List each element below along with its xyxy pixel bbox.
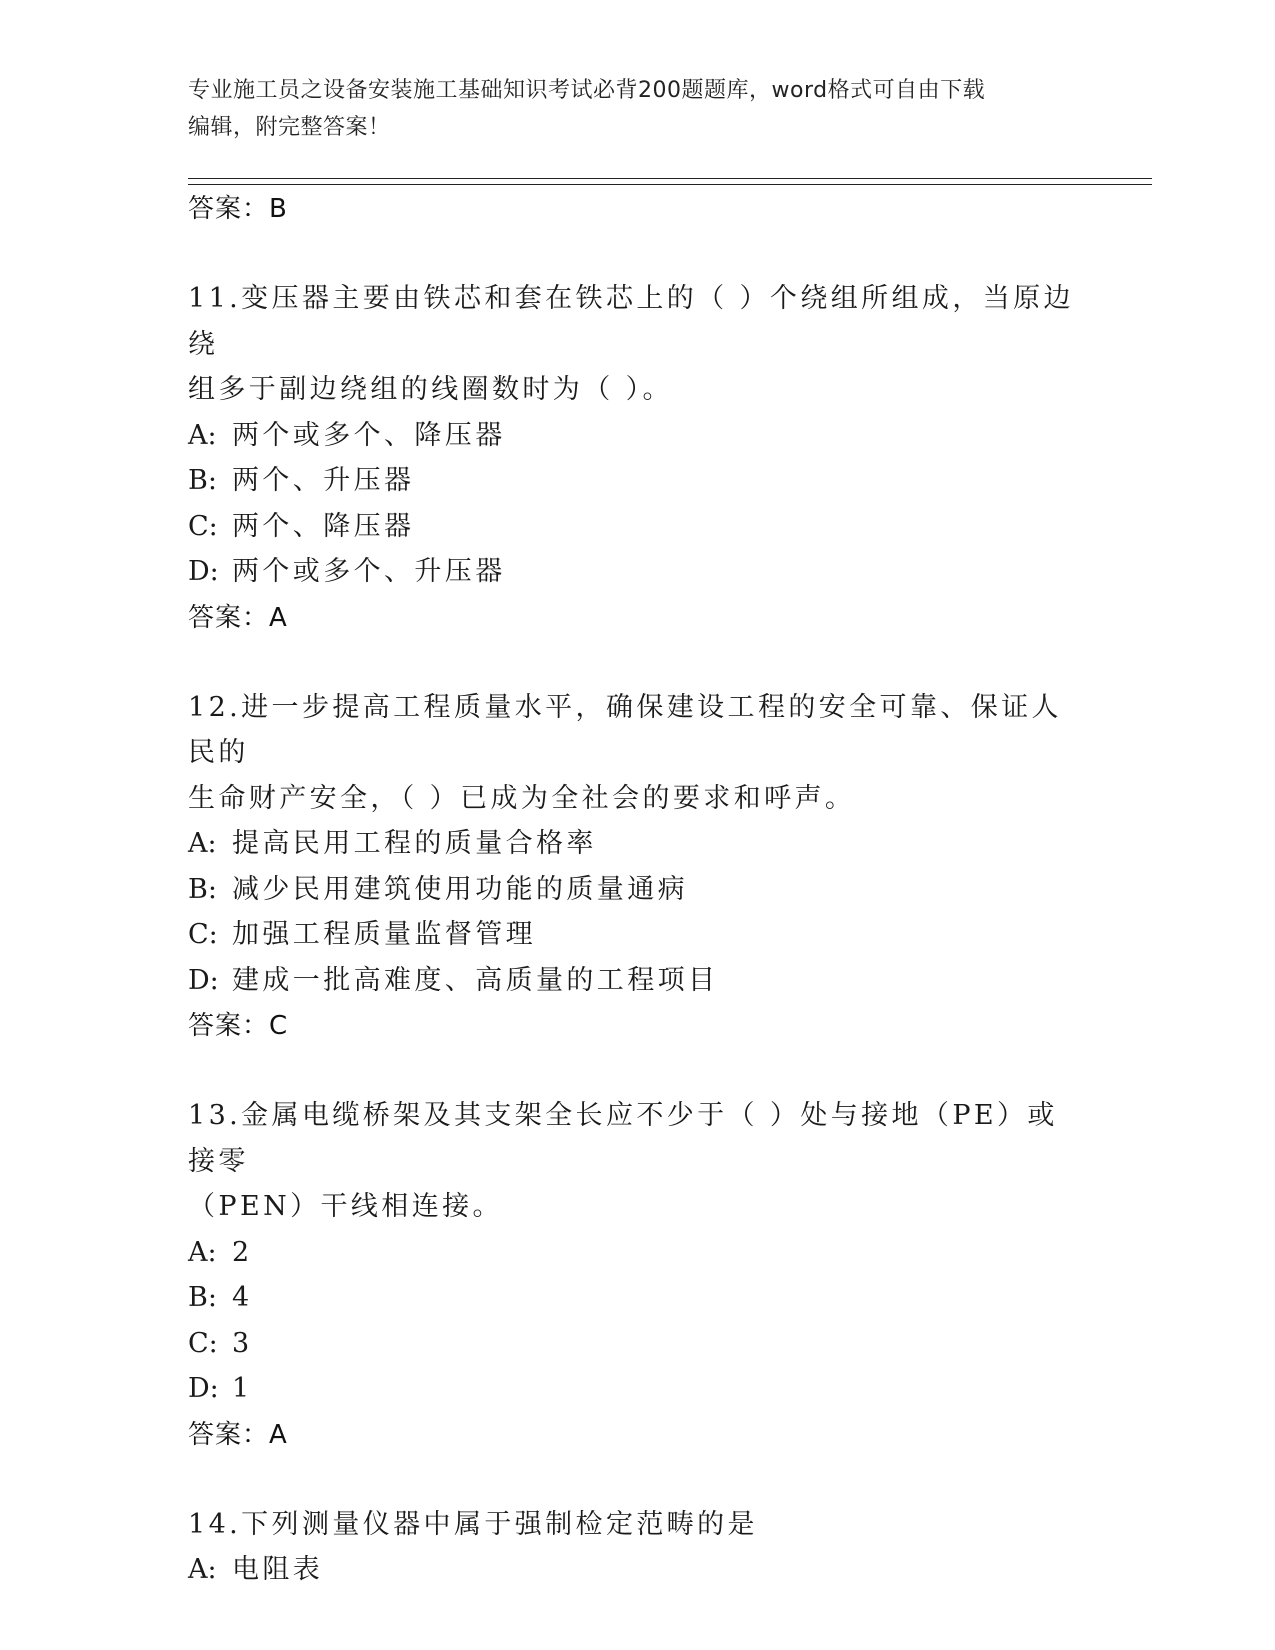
header-line-1: 专业施工员之设备安装施工基础知识考试必背200题题库，word格式可自由下载	[188, 78, 986, 103]
question-stem-line: 组多于副边绕组的线圈数时为（ ）。	[188, 374, 673, 405]
option-text: 1	[232, 1373, 253, 1404]
question-stem-line: （PEN）干线相连接。	[188, 1191, 503, 1222]
option-key: C:	[188, 510, 218, 542]
question-stem	[188, 685, 1088, 822]
answer-line: 答案：B	[188, 194, 288, 224]
option-text: 加强工程质量监督管理	[232, 919, 536, 950]
option-text: 两个、降压器	[232, 510, 415, 542]
option-key: B:	[188, 465, 217, 496]
option-key: C:	[188, 919, 218, 950]
option-b	[188, 458, 1088, 504]
header-divider-bottom	[188, 184, 1152, 185]
question-list	[188, 186, 1088, 1593]
option-key: A:	[188, 1554, 217, 1585]
option-a	[188, 413, 1088, 459]
option-text: 2	[232, 1236, 253, 1268]
question-14	[188, 1502, 1088, 1593]
question-stem-line: 11.变压器主要由铁芯和套在铁芯上的（ ）个绕组所组成，当原边绕	[188, 283, 1074, 360]
option-c	[188, 1321, 1088, 1367]
option-a	[188, 1230, 1088, 1276]
option-a	[188, 1547, 1088, 1593]
question-stem-line: 14.下列测量仪器中属于强制检定范畴的是	[188, 1508, 758, 1540]
question-stem-line: 13.金属电缆桥架及其支架全长应不少于（ ）处与接地（PE）或接零	[188, 1100, 1058, 1177]
option-text: 减少民用建筑使用功能的质量通病	[232, 873, 688, 905]
question-stem-line: 生命财产安全，（ ）已成为全社会的要求和呼声。	[188, 782, 856, 814]
option-c	[188, 504, 1088, 550]
answer-line: 答案：C	[188, 1011, 289, 1041]
option-key: D:	[188, 964, 219, 996]
option-key: B:	[188, 1282, 217, 1313]
option-d	[188, 1366, 1088, 1412]
question-12	[188, 685, 1088, 1050]
answer-line: 答案：A	[188, 602, 288, 633]
option-b	[188, 867, 1088, 913]
question-stem	[188, 276, 1088, 413]
option-text: 提高民用工程的质量合格率	[232, 828, 597, 859]
question-13	[188, 1093, 1088, 1458]
option-d	[188, 549, 1088, 595]
option-key: B:	[188, 873, 217, 905]
header-divider-top	[188, 178, 1152, 179]
option-key: A:	[188, 1236, 217, 1268]
answer-line: 答案：A	[188, 1419, 288, 1450]
option-key: C:	[188, 1327, 218, 1359]
header-line-2: 编辑，附完整答案！	[188, 115, 391, 140]
option-text: 电阻表	[232, 1554, 324, 1585]
document-header	[188, 72, 1088, 146]
option-text: 3	[232, 1327, 253, 1359]
option-text: 两个或多个、升压器	[232, 556, 506, 587]
option-b	[188, 1275, 1088, 1321]
option-text: 建成一批高难度、高质量的工程项目	[232, 964, 719, 996]
option-text: 两个或多个、降压器	[232, 419, 506, 451]
option-d	[188, 958, 1088, 1004]
option-text: 4	[232, 1282, 253, 1313]
option-key: D:	[188, 556, 219, 587]
option-a	[188, 821, 1088, 867]
option-key: D:	[188, 1373, 219, 1404]
question-11	[188, 276, 1088, 641]
option-c	[188, 912, 1088, 958]
option-key: A:	[188, 828, 217, 859]
question-stem-line: 12.进一步提高工程质量水平，确保建设工程的安全可靠、保证人民的	[188, 691, 1062, 768]
question-stem	[188, 1093, 1088, 1230]
option-text: 两个、升压器	[232, 465, 415, 496]
question-stem	[188, 1502, 1088, 1548]
option-key: A:	[188, 419, 217, 451]
